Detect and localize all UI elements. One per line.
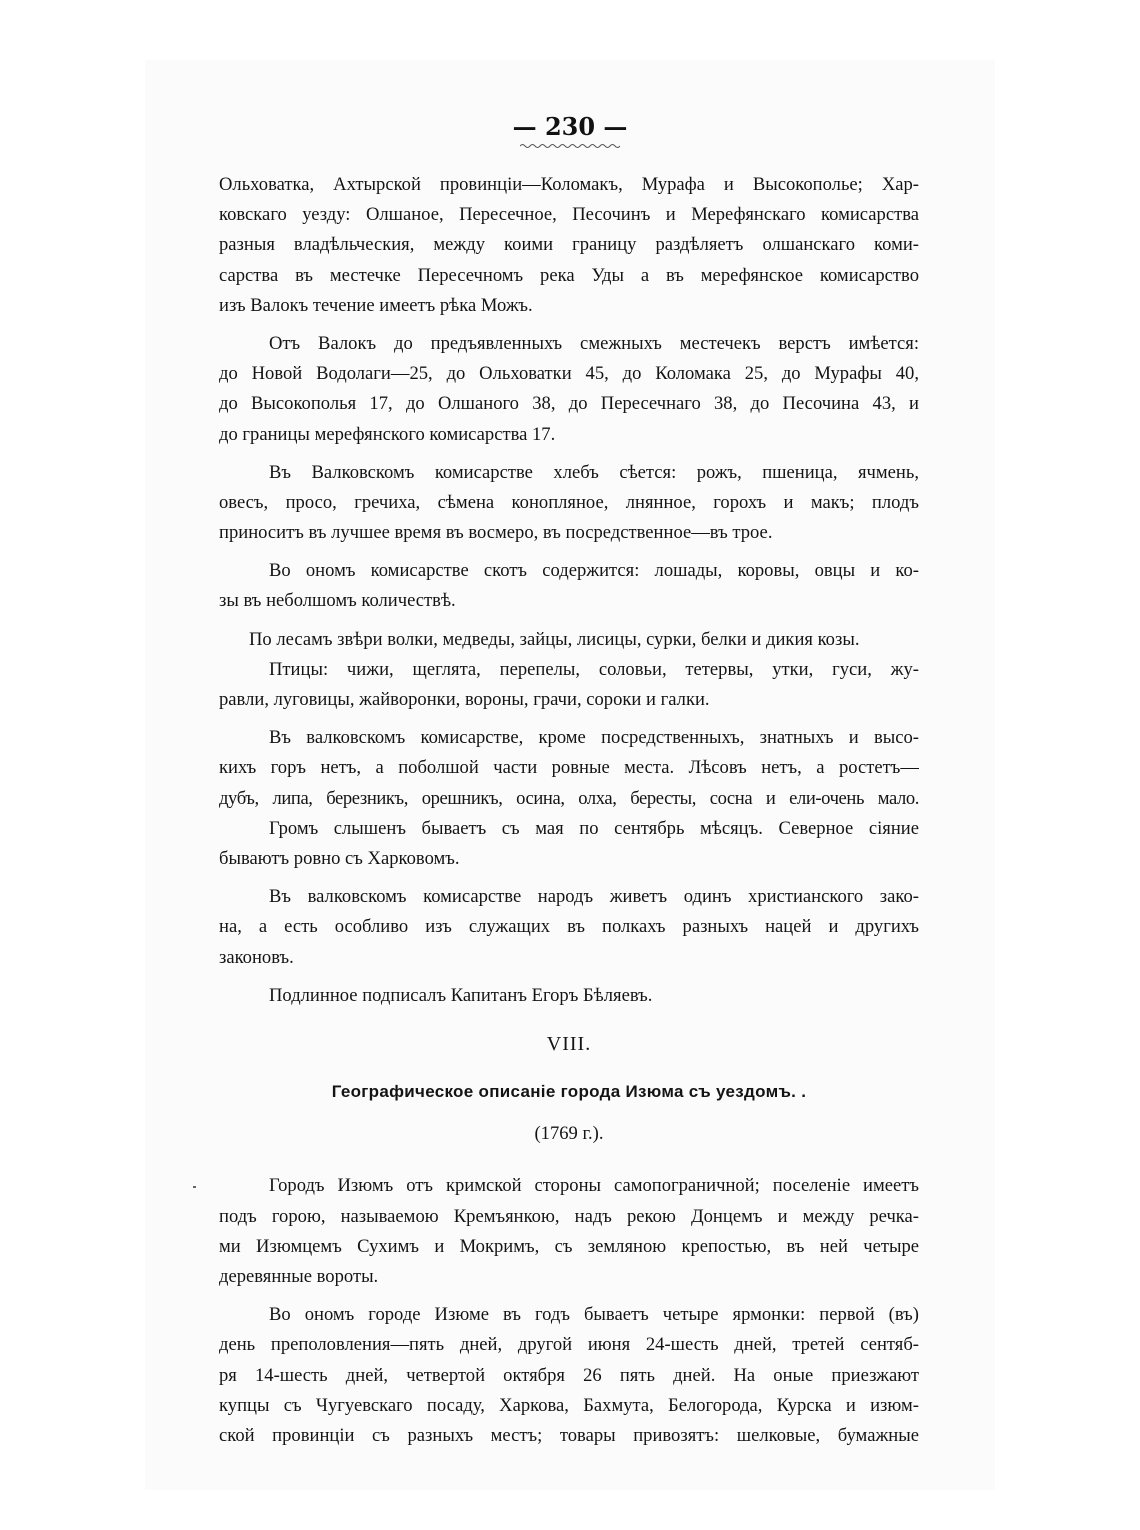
text-line: Громъ слышенъ бываетъ съ мая по сентябрь мѣсяцъ. Северное сіяние <box>269 817 919 839</box>
text-line: до границы мерефянского комисарства 17. <box>219 423 556 445</box>
signature-line: Подлинное подписалъ Капитанъ Егоръ Бѣляевъ. <box>269 984 653 1006</box>
text-line: Въ валковскомъ комисарстве, кроме посредственныхъ, знатныхъ и высо- <box>269 727 919 749</box>
paragraph-izyum-city <box>219 1171 919 1292</box>
paragraph-terrain <box>219 723 919 814</box>
chapter-title: Географическое описаніе города Изюма съ уездомъ. . <box>331 1082 807 1102</box>
text-line: изъ Валокъ течение имеетъ рѣка Можъ. <box>219 294 533 316</box>
document-body <box>219 170 919 1451</box>
paragraph-animals <box>219 625 919 655</box>
text-line: разныя владѣльческия, между коими границу раздѣляетъ олшанскаго коми- <box>219 234 919 256</box>
text-line: Во ономъ городе Изюме въ годъ бываетъ четыре ярмонки: первой (въ) <box>269 1304 919 1326</box>
paragraph-livestock <box>219 556 919 616</box>
text-line: законовъ. <box>219 946 294 968</box>
wavy-underline-ornament <box>520 143 620 149</box>
text-line: ря 14-шесть дней, четвертой октября 26 пять дней. На оные приезжают <box>219 1364 919 1386</box>
text-line: Во ономъ комисарстве скотъ содержится: лошады, коровы, овцы и ко- <box>269 560 919 582</box>
text-line: деревянные вороты. <box>219 1266 379 1287</box>
text-line: Птицы: чижи, щеглята, перепелы, соловьи, тетервы, утки, гуси, жу- <box>269 658 919 680</box>
text-line: По лесамъ звѣри волки, медведы, зайцы, лисицы, сурки, белки и дикия козы. <box>249 628 860 650</box>
chapter-number: VIII. <box>546 1032 592 1055</box>
text-line: до Новой Водолаги—25, до Ольховатки 45, до Коломака 25, до Мурафы 40, <box>219 363 919 385</box>
chapter-year: (1769 г.). <box>534 1123 604 1145</box>
text-line: зы въ неболшомъ количествѣ. <box>219 590 456 612</box>
paragraph-thunder <box>219 814 919 874</box>
text-line: дубъ, липа, березникъ, орешникъ, осина, олха, бересты, сосна и ели-очень мало. <box>219 787 919 809</box>
text-line: бываютъ ровно съ Харковомъ. <box>219 847 460 869</box>
text-line: ми Изюмцемъ Сухимъ и Мокримъ, съ земляною крепостью, въ ней четыре <box>219 1235 919 1257</box>
text-line: кихъ горъ нетъ, а поболшой части ровные места. Лѣсовъ нетъ, а ростетъ— <box>219 757 919 779</box>
text-line: купцы съ Чугуевскаго посаду, Харкова, Бахмута, Белогорода, Курска и изюм- <box>219 1394 919 1416</box>
text-line: Ольховатка, Ахтырской провинціи—Коломакъ, Мурафа и Высокополье; Хар- <box>219 174 919 195</box>
text-line: до Высокополья 17, до Олшаного 38, до Пересечнаго 38, до Песочина 43, и <box>219 393 919 415</box>
text-line: приноситъ въ лучшее время въ восмеро, въ посредственное—въ трое. <box>219 522 773 544</box>
text-line: сарства въ местечке Пересечномъ река Уды а въ мерефянское комисарство <box>219 264 919 286</box>
page-number: — 230 — <box>512 112 628 141</box>
text-line: Городъ Изюмъ отъ кримской стороны самопограничной; поселеніе имеетъ <box>269 1175 919 1197</box>
text-line: ковскаго уезду: Олшаное, Пересечное, Песочинъ и Мерефянскаго комисарства <box>219 204 919 226</box>
text-line: Въ валковскомъ комисарстве народъ живетъ одинъ христианского зако- <box>269 886 919 908</box>
text-line: подъ горою, называемою Кремъянкою, надъ рекою Донцемъ и между речка- <box>219 1205 919 1227</box>
print-speck <box>193 1186 196 1188</box>
text-line: день преполовления—пять дней, другой июня 24-шесть дней, третей сентяб- <box>219 1334 919 1356</box>
text-line: на, а есть особливо изъ служащих въ полкахъ разныхъ нацей и другихъ <box>219 916 919 938</box>
text-line: равли, луговицы, жайворонки, вороны, грачи, сороки и галки. <box>219 689 710 710</box>
paragraph-olhovatka <box>219 170 919 321</box>
paragraph-distances <box>219 329 919 450</box>
paragraph-birds <box>219 655 919 715</box>
text-line: овесъ, просо, гречиха, сѣмена конопляное, лнянное, горохъ и макъ; плодъ <box>219 491 919 513</box>
paragraph-people <box>219 882 919 973</box>
text-line: Въ Валковскомъ комисарстве хлебъ сѣется: рожъ, пшеница, ячмень, <box>269 461 919 483</box>
page-number-header <box>0 112 1140 149</box>
paragraph-grain <box>219 458 919 549</box>
paragraph-fairs <box>219 1300 919 1451</box>
text-line: Отъ Валокъ до предъявленныхъ смежныхъ местечекъ верстъ имѣется: <box>269 332 919 354</box>
text-line: ской провинціи съ разныхъ местъ; товары привозятъ: шелковые, бумажные <box>219 1424 919 1446</box>
